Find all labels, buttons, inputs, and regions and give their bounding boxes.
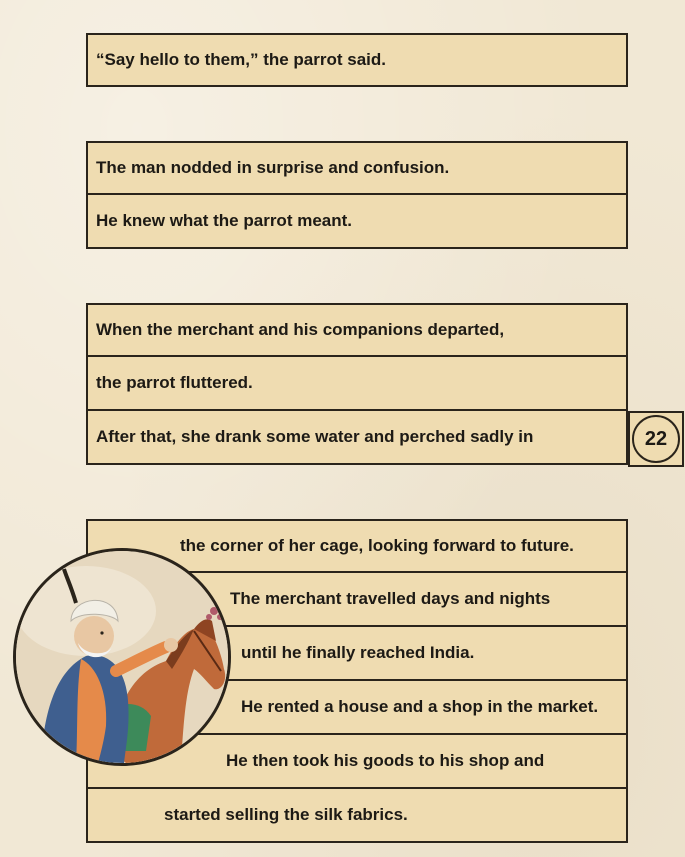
story-line: He then took his goods to his shop and — [86, 735, 628, 789]
text-group-3 — [86, 303, 628, 465]
story-line: until he finally reached India. — [86, 627, 628, 681]
text-group-1 — [86, 33, 628, 87]
story-line: After that, she drank some water and perched sadly in — [86, 411, 628, 465]
page-number-box — [628, 411, 684, 467]
merchant-on-horse-illustration — [13, 548, 231, 766]
page-number: 22 — [632, 415, 680, 463]
story-line: “Say hello to them,” the parrot said. — [86, 33, 628, 87]
text-group-2 — [86, 141, 628, 249]
story-line: He knew what the parrot meant. — [86, 195, 628, 249]
story-line: When the merchant and his companions departed, — [86, 303, 628, 357]
story-line: the corner of her cage, looking forward to future. — [86, 519, 628, 573]
story-line: the parrot fluttered. — [86, 357, 628, 411]
merchant-on-horse-icon — [16, 551, 228, 763]
story-line: The man nodded in surprise and confusion. — [86, 141, 628, 195]
story-line: started selling the silk fabrics. — [86, 789, 628, 843]
story-line: The merchant travelled days and nights — [86, 573, 628, 627]
story-line: He rented a house and a shop in the market. — [86, 681, 628, 735]
